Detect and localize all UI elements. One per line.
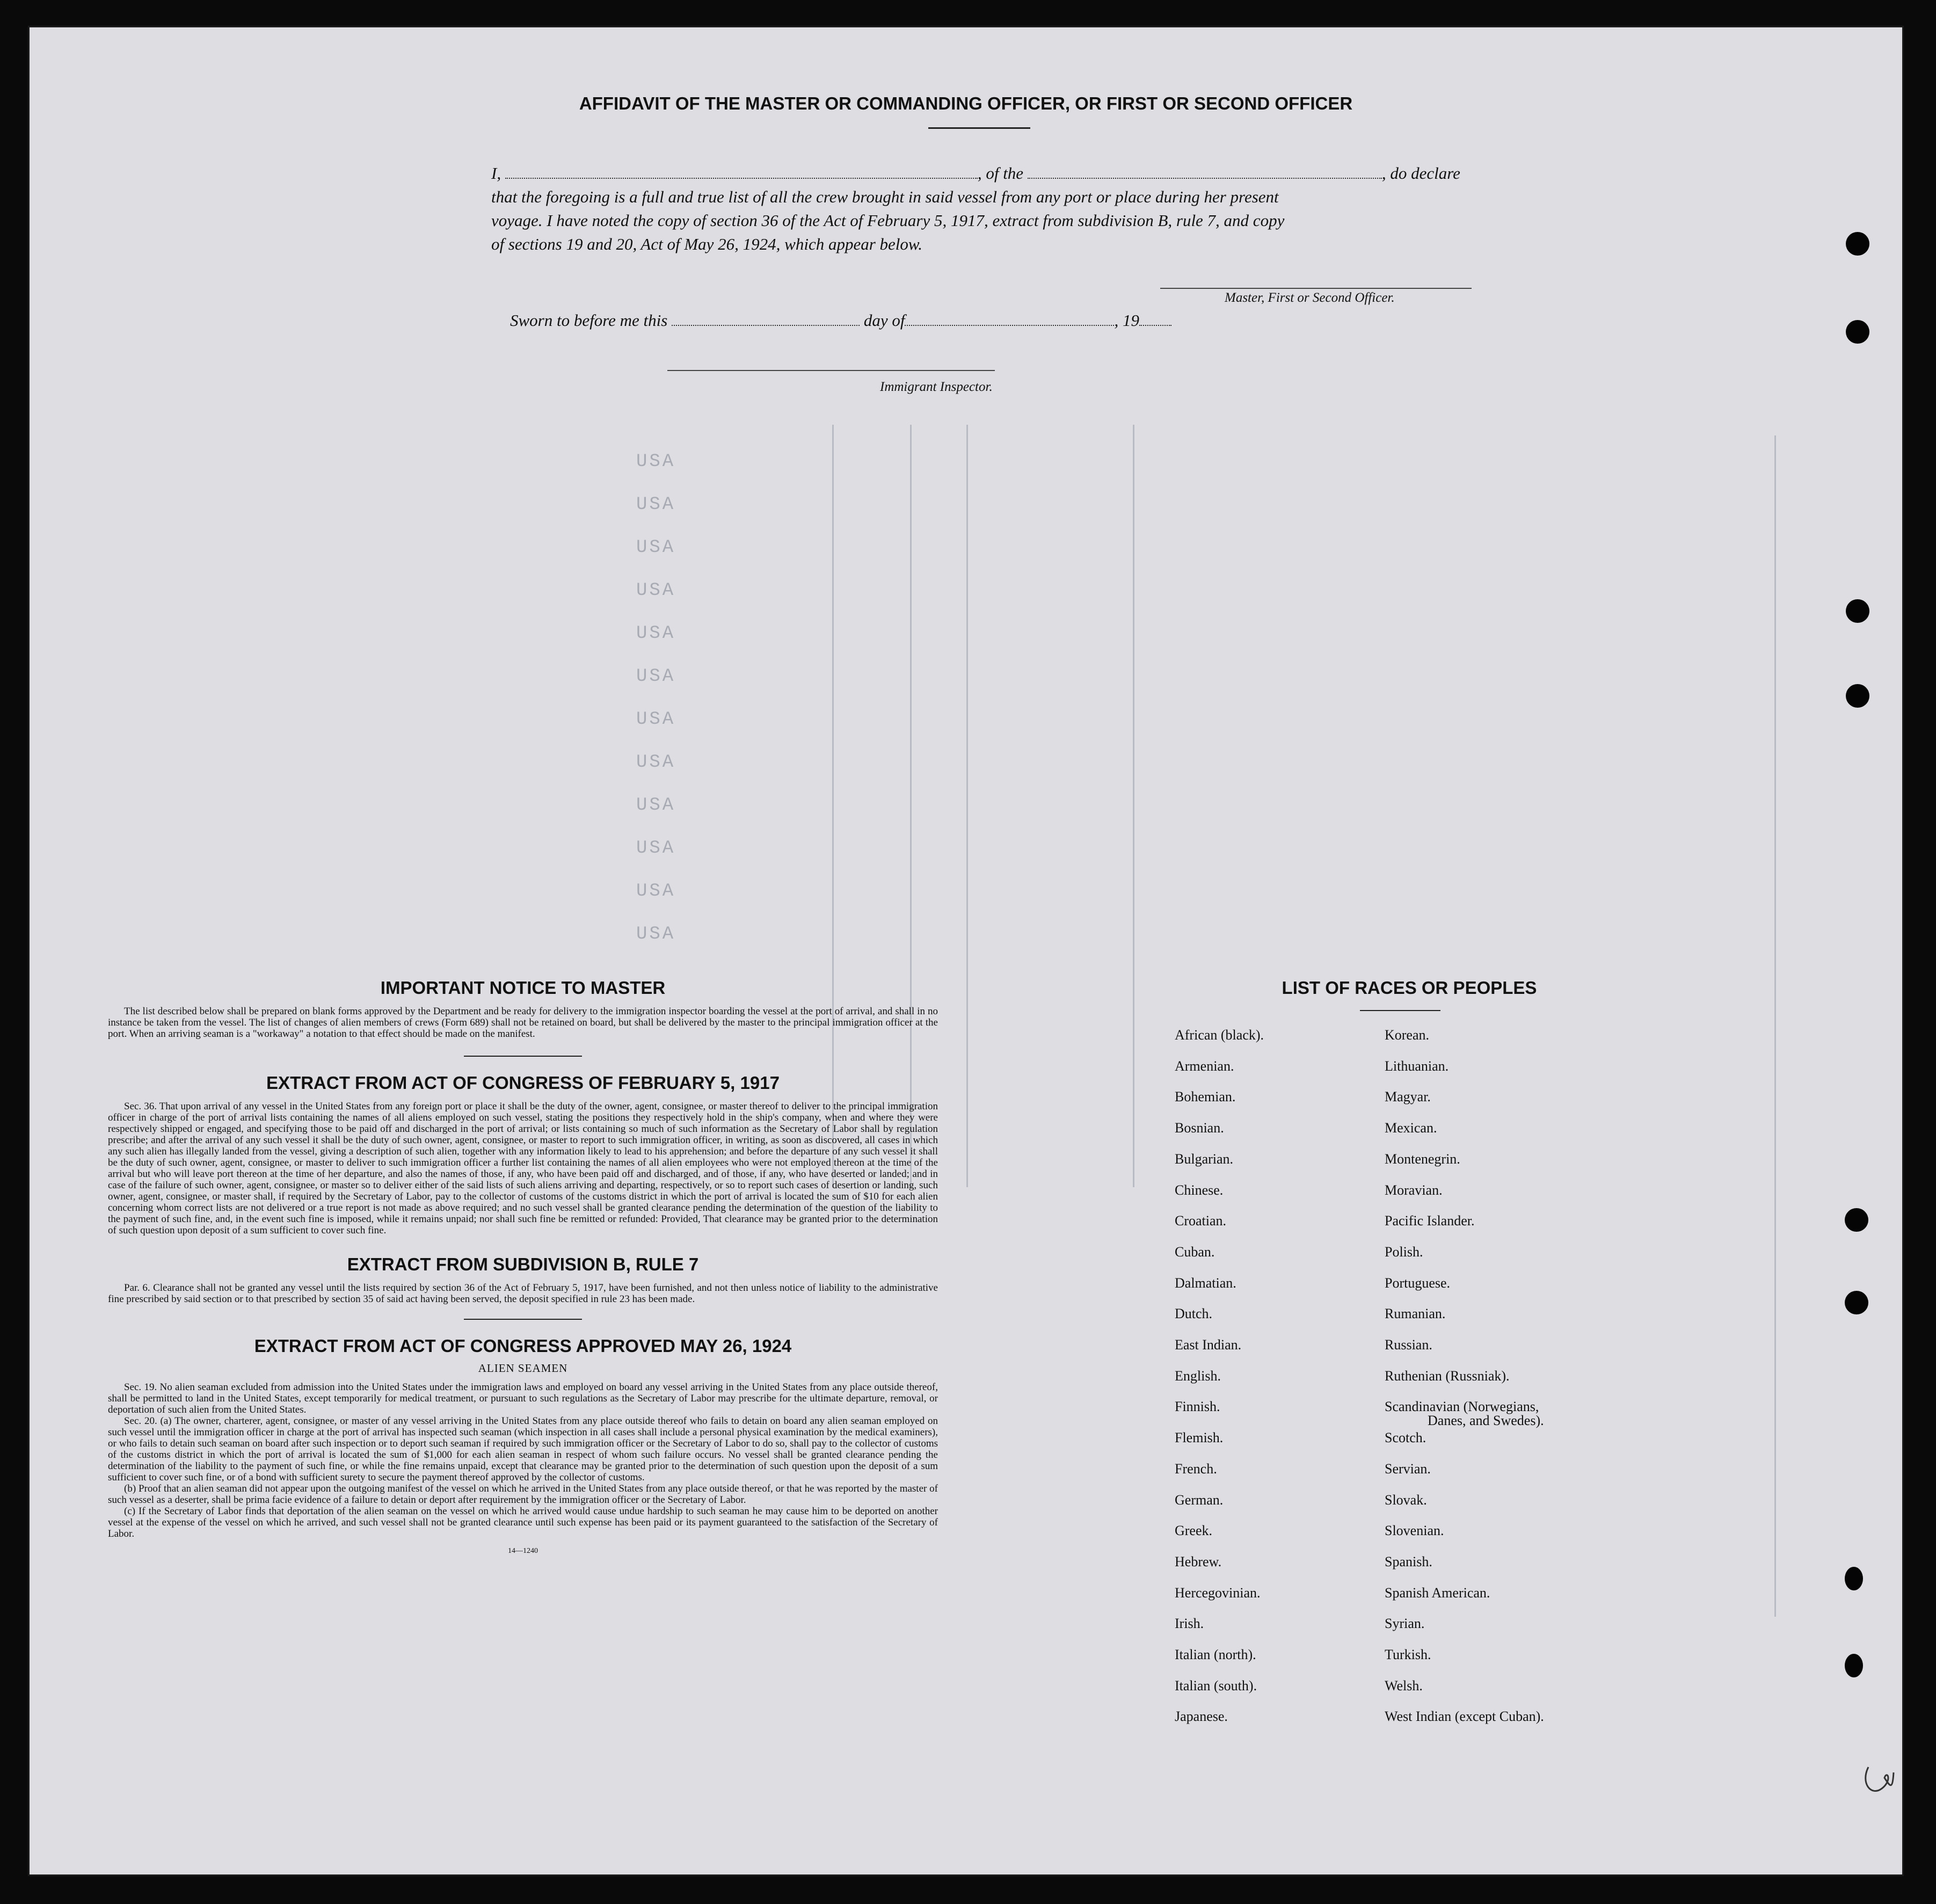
punch-hole — [1845, 1208, 1868, 1232]
race-item: Spanish American. — [1385, 1585, 1490, 1601]
day-of-label: day of — [863, 311, 905, 330]
punch-hole — [1846, 684, 1869, 708]
master-signature-line — [1160, 288, 1472, 289]
race-item: Lithuanian. — [1385, 1058, 1449, 1074]
race-item: Bulgarian. — [1175, 1151, 1234, 1167]
notice-title: IMPORTANT NOTICE TO MASTER — [380, 978, 666, 998]
race-item: Rumanian. — [1385, 1306, 1446, 1321]
race-item: Japanese. — [1175, 1709, 1228, 1724]
race-item: Servian. — [1385, 1461, 1431, 1477]
race-item: Hebrew. — [1175, 1554, 1222, 1569]
punch-hole — [1845, 1291, 1868, 1314]
race-item: Spanish. — [1385, 1554, 1432, 1569]
vessel-blank — [1028, 165, 1382, 179]
race-item: Magyar. — [1385, 1089, 1431, 1104]
ghost-text: USA — [636, 452, 676, 472]
affidavit-line-4: of sections 19 and 20, Act of May 26, 1924, which appear below. — [491, 235, 923, 253]
race-item: West Indian (except Cuban). — [1385, 1709, 1544, 1724]
extract-rule7-text: Par. 6. Clearance shall not be granted any vessel until the lists required by section 36 of the Act of February 5, 1917, have been furnished, and not then unless notice of liability to the administrative fine prescribed by said section or to that prescribed by section 35 of said act having been served, the deposit specified in rule 23 has been made. — [108, 1282, 938, 1305]
ghost-text: USA — [636, 709, 676, 730]
race-item: Cuban. — [1175, 1244, 1215, 1260]
legal-column — [108, 978, 938, 1556]
inspector-signature-line — [667, 370, 995, 371]
race-item: Flemish. — [1175, 1430, 1224, 1445]
section-divider — [464, 1056, 582, 1057]
race-item: Ruthenian (Russniak). — [1385, 1368, 1510, 1384]
document-page — [28, 26, 1904, 1876]
section-19-text: Sec. 19. No alien seaman excluded from admission into the United States under the immigration laws and employed on board any vessel arriving in the United States from any place outside thereof, shall be permitted to land in the United States, except temporarily for medical treatment, or pursuant to such regulations as the Secretary of Labor may prescribe for the ultimate departure, removal, or deportation of such alien from the United States. — [108, 1382, 938, 1415]
ghost-text: USA — [636, 795, 676, 816]
sworn-line — [510, 311, 1171, 330]
ghost-text: USA — [636, 924, 676, 944]
ghost-text: USA — [636, 752, 676, 773]
affidavit-declaration — [491, 162, 1533, 256]
race-item: Syrian. — [1385, 1616, 1425, 1631]
punch-hole — [1846, 320, 1869, 344]
extract-1917-title: EXTRACT FROM ACT OF CONGRESS OF FEBRUARY 5, 1917 — [266, 1073, 780, 1093]
section-20a-text: Sec. 20. (a) The owner, charterer, agent, consignee, or master of any vessel arriving in the United States from any place outside thereof who fails to detain on board any alien seaman employed on such vessel until the immigration officer in charge at the port of arrival has inspected such seaman (which inspection in all cases shall include a personal physical examination by the medical examiners), or who fails to detain such seaman on board after such inspection or to deport such seaman if required by such immigration officer or the Secretary of Labor to do so, shall pay to the collector of customs of the customs district in which the port of arrival is located the sum of $1,000 for each alien seaman in respect of whom such failure occurs. No vessel shall be granted clearance pending the determination of the liability to the payment of such fine, or while the fine remains unpaid, except that clearance may be granted prior to the determination of such question upon the deposit of a sum sufficient to cover such fine, or of a bond with sufficient surety to secure the payment thereof approved by the collector of customs. — [108, 1415, 938, 1483]
punch-hole — [1846, 599, 1869, 623]
race-item: French. — [1175, 1461, 1217, 1477]
handwritten-mark-icon — [1860, 1762, 1898, 1799]
races-title-underline — [1360, 1010, 1440, 1011]
name-blank — [505, 165, 978, 179]
punch-hole — [1845, 1654, 1863, 1677]
race-item: Pacific Islander. — [1385, 1213, 1475, 1229]
inspector-label: Immigrant Inspector. — [880, 380, 993, 394]
race-item: Croatian. — [1175, 1213, 1227, 1229]
race-item: Hercegovinian. — [1175, 1585, 1261, 1601]
race-item: German. — [1175, 1492, 1224, 1508]
race-item: Korean. — [1385, 1027, 1430, 1043]
ghost-text: USA — [636, 881, 676, 902]
race-item: Chinese. — [1175, 1182, 1224, 1198]
race-item: Portuguese. — [1385, 1275, 1451, 1291]
races-title: LIST OF RACES OR PEOPLES — [1282, 978, 1537, 998]
affidavit-line-3: voyage. I have noted the copy of section 36 of the Act of February 5, 1917, extract from subdivision B, rule 7, and copy — [491, 211, 1285, 230]
sworn-day-blank — [672, 312, 860, 326]
race-item: Montenegrin. — [1385, 1151, 1460, 1167]
race-item: Polish. — [1385, 1244, 1423, 1260]
affidavit-of-the: , of the — [977, 164, 1024, 183]
race-item: Russian. — [1385, 1337, 1432, 1353]
notice-text: The list described below shall be prepared on blank forms approved by the Department and be ready for delivery to the immigration inspector boarding the vessel at the port of arrival, and shall in no instance be taken from the vessel. The list of changes of alien members of crews (Form 689) shall not be retained on board, but shall be delivered by the master to the principal immigration officer at the port. When an arriving seaman is a "workaway" a notation to that effect should be made on the manifest. — [108, 1006, 938, 1040]
extract-1924-title: EXTRACT FROM ACT OF CONGRESS APPROVED MAY 26, 1924 — [254, 1336, 792, 1356]
section-divider — [464, 1319, 582, 1320]
race-item: Greek. — [1175, 1523, 1213, 1538]
year-label: , 19 — [1114, 311, 1139, 330]
race-item: Scandinavian (Norwegians, — [1385, 1399, 1539, 1414]
race-item: Irish. — [1175, 1616, 1204, 1631]
title-underline — [928, 127, 1030, 129]
affidavit-do-declare: , do declare — [1381, 164, 1460, 183]
ghost-text: USA — [636, 537, 676, 558]
race-item: Bohemian. — [1175, 1089, 1236, 1104]
sworn-month-blank — [905, 312, 1114, 326]
section-20b-text: (b) Proof that an alien seaman did not appear upon the outgoing manifest of the vessel on which he arrived in the United States from any place outside thereof, or that he was reported by the master of such vessel as a deserter, shall be prima facie evidence of a failure to detain or deport after requirement by the immigration officer or the Secretary of Labor. — [108, 1483, 938, 1506]
race-item: Slovenian. — [1385, 1523, 1444, 1538]
race-item: Welsh. — [1385, 1678, 1423, 1694]
ghost-rule — [1133, 425, 1134, 1187]
year-blank — [1139, 312, 1171, 326]
race-item: Bosnian. — [1175, 1120, 1224, 1136]
affidavit-line-2: that the foregoing is a full and true list of all the crew brought in said vessel from any port or place during her present — [491, 187, 1279, 206]
affidavit-i: I, — [491, 164, 501, 183]
punch-hole — [1845, 1567, 1863, 1590]
race-item: English. — [1175, 1368, 1221, 1384]
race-item: Armenian. — [1175, 1058, 1234, 1074]
race-item: Scotch. — [1385, 1430, 1426, 1445]
sworn-label: Sworn to before me this — [510, 311, 668, 330]
form-number: 14—1240 — [508, 1547, 538, 1555]
race-item: Turkish. — [1385, 1647, 1431, 1662]
race-item: African (black). — [1175, 1027, 1264, 1043]
ghost-text: USA — [636, 580, 676, 601]
affidavit-title: AFFIDAVIT OF THE MASTER OR COMMANDING OFFICER, OR FIRST OR SECOND OFFICER — [579, 93, 1353, 113]
section-20c-text: (c) If the Secretary of Labor finds that deportation of the alien seaman on the vessel on which he arrived would cause undue hardship to such seaman he may cause him to be deported on another vessel at the expense of the vessel on which he arrived, and such vessel shall not be granted clearance until such expense has been paid or its payment guaranteed to the satisfaction of the Secretary of Labor. — [108, 1506, 938, 1539]
extract-1917-text: Sec. 36. That upon arrival of any vessel in the United States from any foreign port or place it shall be the duty of the owner, agent, consignee, or master thereof to deliver to the principal immigration officer in charge of the port of arrival lists containing the names of all aliens employed on such vessel, stating the positions they respectively hold in the ship's company, when and where they were respectively shipped or engaged, and specifying those to be paid off and discharged in the port of arrival; or lists containing so much of such information as the Secretary of Labor shall by regulation prescribe; and after the arrival of any such vessel it shall be the duty of such owner, agent, consignee, or master to report to such immigration officer, in writing, as soon as discovered, all cases in which any such alien has illegally landed from the vessel, giving a description of such alien, together with any information likely to lead to his apprehension; and before the departure of any such vessel it shall be the duty of such owner, agent, consignee, or master to deliver to such immigration officer a further list containing the names of all alien employees who were not employed thereon at the time of the arrival but who will leave port thereon at the time of her departure, and also the names of those, if any, who have been paid off and discharged, and of those, if any, who have deserted or landed; and in case of the failure of such owner, agent, consignee, or master so to deliver either of the said lists of such aliens arriving and departing, respectively, or so to report such cases of desertion or landing, such owner, agent, consignee, or master shall, if required by the Secretary of Labor, pay to the collector of customs of the customs district in which the port of arrival is located the sum of $10 for each alien concerning whom correct lists are not delivered or a true report is not made as above required; and no such vessel shall be granted clearance pending the determination of the question of the liability to the payment of such fine, and, in the event such fine is imposed, while it remains unpaid; nor shall such fine be remitted or refunded: Provided, That clearance may be granted prior to the determination of such question upon deposit of a sum sufficient to cover such fine. — [108, 1101, 938, 1236]
race-item: Slovak. — [1385, 1492, 1427, 1508]
race-item: Dalmatian. — [1175, 1275, 1236, 1291]
punch-hole — [1846, 232, 1869, 256]
race-item: Dutch. — [1175, 1306, 1213, 1321]
race-item: Italian (north). — [1175, 1647, 1256, 1662]
ghost-text: USA — [636, 666, 676, 687]
race-item: Italian (south). — [1175, 1678, 1257, 1694]
race-item: East Indian. — [1175, 1337, 1242, 1353]
ghost-text: USA — [636, 623, 676, 644]
master-signature-label: Master, First or Second Officer. — [1225, 290, 1395, 305]
race-item: Finnish. — [1175, 1399, 1220, 1414]
ghost-rule — [1774, 435, 1776, 1617]
race-item: Mexican. — [1385, 1120, 1437, 1136]
ghost-text: USA — [636, 838, 676, 859]
race-item: Danes, and Swedes). — [1428, 1413, 1544, 1428]
ghost-text: USA — [636, 495, 676, 515]
race-item: Moravian. — [1385, 1182, 1443, 1198]
extract-rule7-title: EXTRACT FROM SUBDIVISION B, RULE 7 — [347, 1254, 699, 1274]
alien-seamen-subtitle: ALIEN SEAMEN — [478, 1362, 568, 1375]
ghost-rule — [966, 425, 968, 1187]
